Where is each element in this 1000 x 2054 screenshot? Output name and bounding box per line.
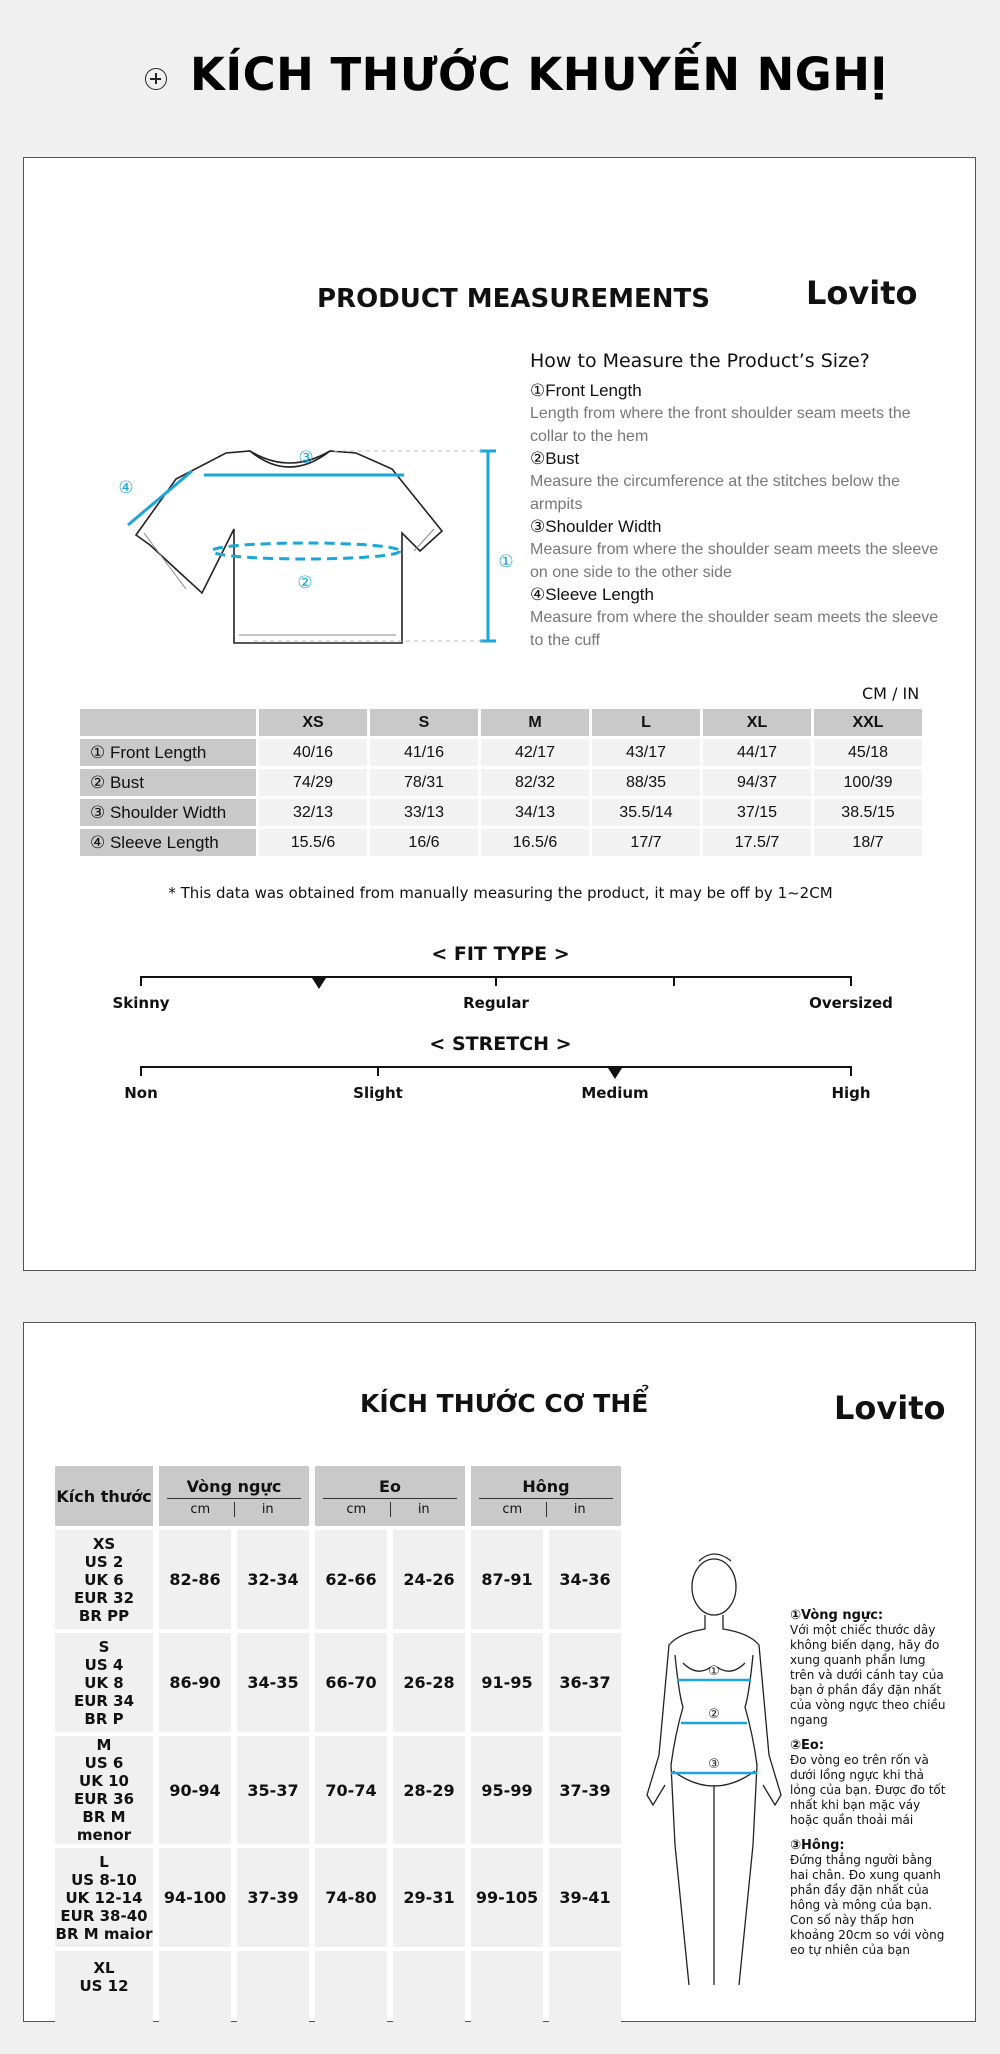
table-cell: 43/17 <box>592 739 700 766</box>
table-cell: 74-80 <box>315 1848 387 1947</box>
group-name: Vòng ngực <box>167 1475 301 1499</box>
diagram-label-1: ① <box>498 552 514 572</box>
add-circle-icon[interactable] <box>145 68 167 90</box>
table-cell: 38.5/15 <box>814 799 922 826</box>
measure-title: Sleeve Length <box>545 585 654 604</box>
page-title: KÍCH THƯỚC KHUYẾN NGHỊ <box>190 48 888 101</box>
measure-title: Front Length <box>545 381 642 400</box>
table-cell <box>549 1951 621 2050</box>
size-label: BR P <box>84 1709 124 1728</box>
size-label: EUR 38-40 <box>60 1906 148 1925</box>
size-label: EUR 32 <box>73 1588 135 1607</box>
table-cell: 86-90 <box>159 1633 231 1732</box>
measure-desc: Measure from where the shoulder seam meets the sleeve on one side to the other side <box>530 541 939 581</box>
table-header-row <box>80 709 922 736</box>
table-cell: 32/13 <box>259 799 367 826</box>
table-cell: 15.5/6 <box>259 829 367 856</box>
body-note-desc: Đo vòng eo trên rốn và dưới lồng ngực khi thả lỏng của bạn. Được đo tốt nhất khi bạn mặc váy hoặc quần thoải mái <box>790 1753 946 1827</box>
size-header: XXL <box>814 709 922 736</box>
size-label: M <box>96 1736 112 1754</box>
table-row <box>55 1530 621 1629</box>
figure-label-2: ② <box>708 1707 720 1722</box>
size-label: S <box>98 1637 110 1656</box>
measure-desc: Measure the circumference at the stitches below the armpits <box>530 473 900 513</box>
howto-title: How to Measure the Product’s Size? <box>530 350 870 372</box>
table-cell: 87-91 <box>471 1530 543 1629</box>
table-row <box>80 739 922 766</box>
table-cell: 90-94 <box>159 1736 231 1844</box>
table-cell: 95-99 <box>471 1736 543 1844</box>
body-note <box>790 1838 950 1958</box>
brand-logo: Lovito <box>834 1389 946 1427</box>
unit-cm: cm <box>479 1502 547 1517</box>
table-cell: 78/31 <box>370 769 478 796</box>
table-cell: 94/37 <box>703 769 811 796</box>
scale-tick <box>377 1066 379 1076</box>
size-label: BR M maior <box>55 1924 153 1943</box>
body-note-title: ③Hông: <box>790 1838 845 1853</box>
size-header: M <box>481 709 589 736</box>
size-cell <box>55 1736 153 1844</box>
table-cell: 34-35 <box>237 1633 309 1732</box>
body-measurements-card <box>23 1322 976 2022</box>
group-name: Hông <box>479 1475 613 1499</box>
size-label: EUR 36 <box>73 1790 135 1808</box>
table-cell: 34/13 <box>481 799 589 826</box>
table-cell <box>159 1951 231 2050</box>
table-cell: 26-28 <box>393 1633 465 1732</box>
product-heading: PRODUCT MEASUREMENTS <box>317 284 710 314</box>
stretch-title: < STRETCH > <box>429 1033 572 1055</box>
table-cell: 39-41 <box>549 1848 621 1947</box>
unit-cm: cm <box>167 1502 235 1517</box>
body-note <box>790 1738 950 1828</box>
size-label: UK 6 <box>84 1570 124 1589</box>
size-header: XL <box>703 709 811 736</box>
table-cell: 82/32 <box>481 769 589 796</box>
table-header-row <box>55 1466 621 1526</box>
unit-in: in <box>261 1502 274 1517</box>
scale-tick <box>673 976 675 986</box>
stretch-label-medium: Medium <box>581 1084 649 1102</box>
scale-tick <box>850 1066 852 1076</box>
measure-num: ① <box>530 381 546 400</box>
table-cell: 88/35 <box>592 769 700 796</box>
size-cell <box>55 1530 153 1629</box>
title-bar <box>0 0 1000 157</box>
table-cell: 42/17 <box>481 739 589 766</box>
table-cell: 35-37 <box>237 1736 309 1844</box>
measure-desc: Measure from where the shoulder seam meets the sleeve to the cuff <box>530 609 939 649</box>
unit-in: in <box>573 1502 586 1517</box>
measure-item <box>530 584 950 652</box>
unit-in: in <box>417 1502 430 1517</box>
stretch-scale <box>140 1066 852 1068</box>
table-cell: 70-74 <box>315 1736 387 1844</box>
size-label: EUR 34 <box>73 1691 135 1710</box>
table-row <box>55 1736 621 1844</box>
scale-tick <box>140 1066 142 1076</box>
size-header: S <box>370 709 478 736</box>
table-cell: 45/18 <box>814 739 922 766</box>
fit-type-title: < FIT TYPE > <box>431 943 570 965</box>
table-cell: 17/7 <box>592 829 700 856</box>
table-cell: 29-31 <box>393 1848 465 1947</box>
size-label: US 6 <box>84 1754 124 1772</box>
size-label: L <box>99 1852 109 1871</box>
table-cell <box>315 1951 387 2050</box>
table-cell: 74/29 <box>259 769 367 796</box>
measure-item <box>530 448 950 516</box>
scale-tick <box>140 976 142 986</box>
group-header <box>471 1466 621 1526</box>
body-note-title: ②Eo: <box>790 1738 825 1753</box>
table-cell: 35.5/14 <box>592 799 700 826</box>
measure-num: ② <box>530 449 546 468</box>
size-label: US 4 <box>84 1655 124 1674</box>
scale-tick <box>850 976 852 986</box>
size-cell <box>55 1951 153 2050</box>
table-row <box>80 799 922 826</box>
table-cell: 34-36 <box>549 1530 621 1629</box>
table-cell: 28-29 <box>393 1736 465 1844</box>
size-cell <box>55 1633 153 1732</box>
diagram-label-3: ③ <box>298 448 314 468</box>
measure-title: Bust <box>545 449 580 468</box>
size-label: US 8-10 <box>71 1870 137 1889</box>
table-row <box>55 1951 621 2050</box>
table-cell: 18/7 <box>814 829 922 856</box>
fit-type-marker <box>312 978 326 989</box>
table-cell: 37/15 <box>703 799 811 826</box>
table-row <box>80 829 922 856</box>
fit-label-oversized: Oversized <box>809 994 893 1012</box>
body-note-desc: Với một chiếc thước dây không biến dạng, hãy đo xung quanh phần lưng trên và dưới cánh tay của bạn ở phần đầy đặn nhất của vòng ngực theo chiều ngang <box>790 1623 946 1727</box>
table-cell <box>471 1951 543 2050</box>
size-col-header: Kích thước <box>55 1466 153 1526</box>
size-label: BR PP <box>78 1606 130 1625</box>
size-label: UK 8 <box>84 1673 124 1692</box>
stretch-label-non: Non <box>124 1084 158 1102</box>
table-cell: 99-105 <box>471 1848 543 1947</box>
table-cell: 24-26 <box>393 1530 465 1629</box>
figure-label-1: ① <box>708 1664 720 1679</box>
measure-num: ③ <box>530 517 546 536</box>
table-cell: 41/16 <box>370 739 478 766</box>
tshirt-diagram <box>84 383 524 643</box>
body-note <box>790 1608 950 1728</box>
table-cell: 44/17 <box>703 739 811 766</box>
body-note-title: ①Vòng ngực: <box>790 1608 884 1623</box>
table-cell: 33/13 <box>370 799 478 826</box>
table-row <box>80 769 922 796</box>
group-header <box>315 1466 465 1526</box>
table-cell: 91-95 <box>471 1633 543 1732</box>
product-measurements-card <box>23 157 976 1271</box>
table-row <box>55 1633 621 1732</box>
table-cell: 62-66 <box>315 1530 387 1629</box>
unit-label: CM / IN <box>862 684 920 703</box>
brand-logo: Lovito <box>806 274 918 312</box>
table-corner <box>80 709 256 736</box>
fit-label-skinny: Skinny <box>112 994 170 1012</box>
table-cell: 100/39 <box>814 769 922 796</box>
size-label: US 2 <box>84 1552 124 1571</box>
body-figure <box>639 1545 789 1985</box>
diagram-label-4: ④ <box>118 478 134 498</box>
table-cell: 94-100 <box>159 1848 231 1947</box>
group-name: Eo <box>323 1475 457 1499</box>
table-cell <box>393 1951 465 2050</box>
measurement-table <box>77 706 925 859</box>
row-label: ① Front Length <box>80 739 256 766</box>
table-cell: 16.5/6 <box>481 829 589 856</box>
row-label: ② Bust <box>80 769 256 796</box>
body-size-table <box>49 1462 627 2054</box>
table-cell: 66-70 <box>315 1633 387 1732</box>
size-label: US 12 <box>79 1977 129 1995</box>
size-header: L <box>592 709 700 736</box>
table-cell: 82-86 <box>159 1530 231 1629</box>
size-cell <box>55 1848 153 1947</box>
body-measure-notes <box>790 1598 950 1958</box>
table-cell: 17.5/7 <box>703 829 811 856</box>
stretch-label-high: High <box>831 1084 871 1102</box>
size-label: XS <box>92 1534 116 1553</box>
body-heading: KÍCH THƯỚC CƠ THỂ <box>360 1389 649 1418</box>
table-cell: 37-39 <box>237 1848 309 1947</box>
row-label: ④ Sleeve Length <box>80 829 256 856</box>
table-cell: 32-34 <box>237 1530 309 1629</box>
fit-label-regular: Regular <box>463 994 529 1012</box>
how-to-measure <box>530 350 950 652</box>
table-cell: 40/16 <box>259 739 367 766</box>
measure-desc: Length from where the front shoulder seam meets the collar to the hem <box>530 405 911 445</box>
stretch-label-slight: Slight <box>353 1084 403 1102</box>
body-note-desc: Đứng thẳng người bằng hai chân. Đo xung quanh phần đầy đặn nhất của hông và mông của bạn. Con số này thấp hơn khoảng 20cm so với vòng eo tự nhiên của bạn <box>790 1853 945 1957</box>
stretch-marker <box>608 1068 622 1079</box>
table-cell: 37-39 <box>549 1736 621 1844</box>
size-label: UK 12-14 <box>65 1888 143 1907</box>
table-row <box>55 1848 621 1947</box>
row-label: ③ Shoulder Width <box>80 799 256 826</box>
measure-num: ④ <box>530 585 546 604</box>
table-cell: 36-37 <box>549 1633 621 1732</box>
measure-item <box>530 516 950 584</box>
diagram-label-2: ② <box>297 573 313 593</box>
measure-item <box>530 380 950 448</box>
scale-tick <box>495 976 497 986</box>
measurement-note: * This data was obtained from manually measuring the product, it may be off by 1~2CM <box>168 884 833 902</box>
size-label: BR M menor <box>76 1808 132 1844</box>
size-label: XL <box>93 1959 115 1977</box>
table-cell <box>237 1951 309 2050</box>
unit-cm: cm <box>323 1502 391 1517</box>
measure-title: Shoulder Width <box>545 517 662 536</box>
table-cell: 16/6 <box>370 829 478 856</box>
size-header: XS <box>259 709 367 736</box>
figure-label-3: ③ <box>708 1757 720 1772</box>
group-header <box>159 1466 309 1526</box>
size-label: UK 10 <box>79 1772 129 1790</box>
